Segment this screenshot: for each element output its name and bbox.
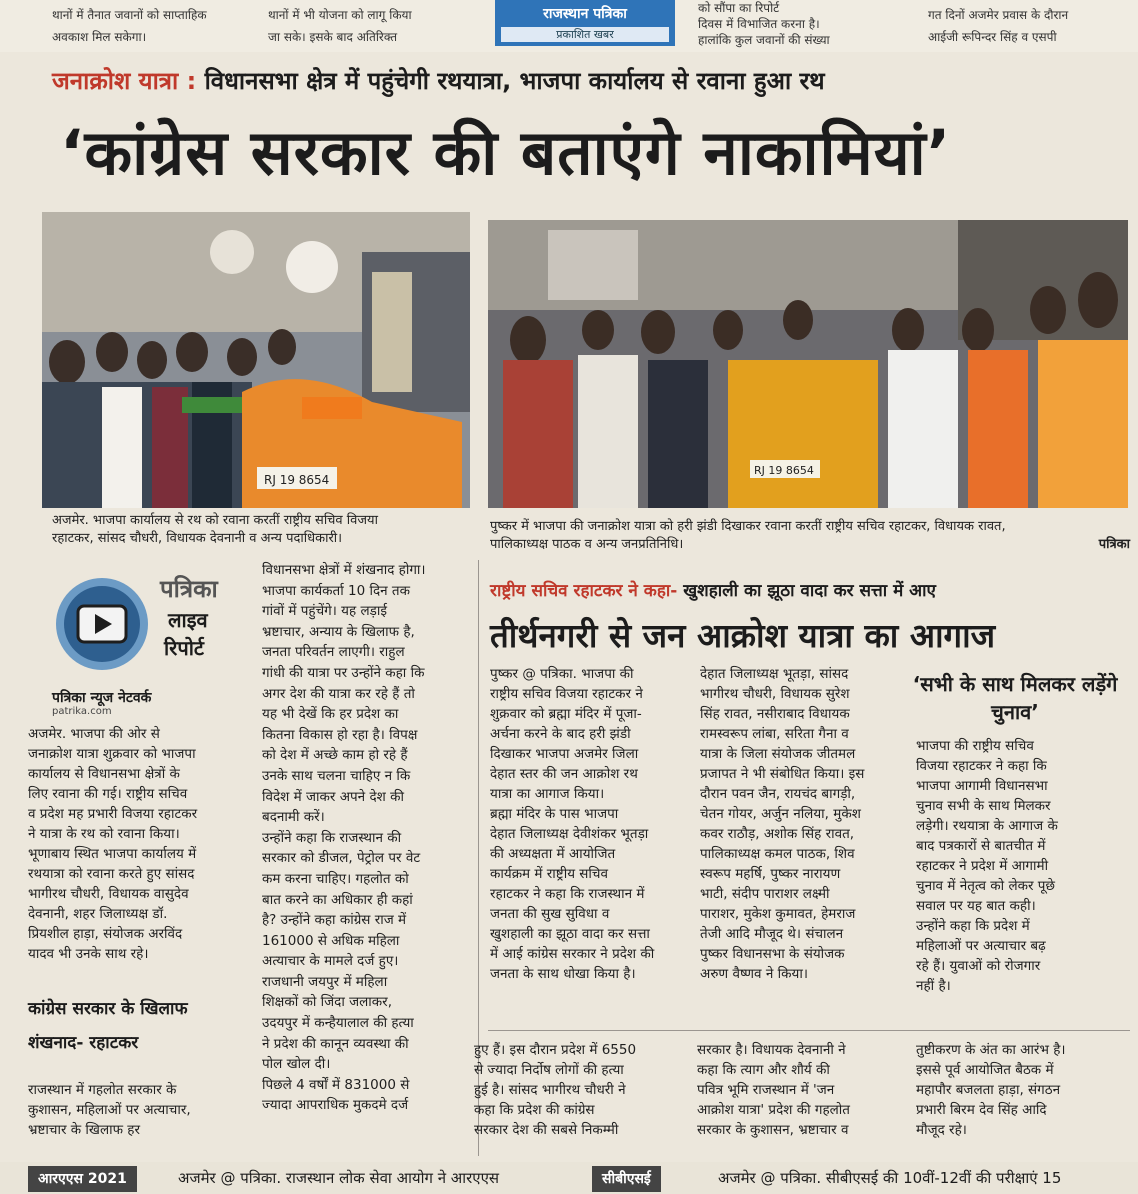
text-line: राजस्थान में गहलोत सरकार के [28, 1082, 177, 1098]
top-line: को सौंपा का रिपोर्ट [698, 1, 780, 15]
text-line: पुष्कर विधानसभा के संयोजक [700, 946, 845, 962]
text-line: अगर देश की यात्रा कर रहे हैं तो [262, 685, 415, 702]
photo-2-plate: RJ 19 8654 [754, 464, 814, 477]
text-line: यात्रा के जिला संयोजक जीतमल [700, 746, 856, 762]
text-line: विजया रहाटकर ने कहा कि [916, 758, 1047, 774]
text-line: महिलाओं पर अत्याचार बढ़ [916, 938, 1046, 954]
top-line: गत दिनों अजमेर प्रवास के दौरान [928, 8, 1069, 22]
text-line: भ्रष्टाचार, अन्याय के खिलाफ है, [262, 623, 415, 640]
text-line: से ज्यादा निर्दोष लोगों की हत्या [474, 1062, 624, 1078]
text-line: ब्रह्मा मंदिर के पास भाजपा [490, 806, 619, 822]
top-column-4 [698, 0, 913, 48]
text-line: इससे पूर्व आयोजित बैठक में [916, 1062, 1054, 1078]
text-line: है? उन्होंने कहा कांग्रेस राज में [262, 912, 407, 929]
text-line: बात करने का अधिकार ही कहां [262, 891, 413, 908]
text-line: चुनाव सभी के साथ मिलकर [916, 798, 1051, 814]
byline-name: पत्रिका न्यूज नेटवर्क [52, 690, 152, 706]
text-line: चुनाव में नेतृत्व को लेकर पूछे [916, 878, 1055, 894]
bottom-text-2: अजमेर @ पत्रिका. सीबीएसई की 10वीं-12वीं की परीक्षाएं 15 [718, 1169, 1062, 1187]
text-line: सवाल पर यह बात कही। [916, 898, 1036, 914]
text-line: जनता परिवर्तन लाएगी। राहुल [262, 644, 405, 661]
patrika-live-report-logo [52, 572, 248, 676]
tag-subtitle: प्रकाशित खबर [501, 27, 669, 42]
caption-line: पालिकाध्यक्ष पाठक व अन्य जनप्रतिनिधि। [490, 537, 684, 552]
text-line: कहा कि प्रदेश की कांग्रेस [474, 1102, 595, 1118]
text-line: राष्ट्रीय सचिव विजया रहाटकर ने [490, 686, 643, 702]
text-line: गांवों में पहुंचेंगे। यह लड़ाई [262, 603, 387, 620]
text-line: देवनानी, शहर जिलाध्यक्ष डॉ. [28, 906, 168, 922]
text-line: शिक्षकों को जिंदा जलाकर, [262, 994, 392, 1011]
story-1-column-2 [262, 560, 466, 1116]
tag-title: राजस्थान पत्रिका [543, 6, 627, 22]
text-line: दिखाकर भाजपा अजमेर जिला [490, 746, 639, 762]
text-line: पुष्कर @ पत्रिका. भाजपा की [490, 666, 634, 682]
bottom-tag-cbse: सीबीएसई [592, 1166, 661, 1192]
bottom-tag-ras: आरएएस 2021 [28, 1166, 137, 1192]
text-line: कितना विकास हो रहा है। विपक्ष [262, 726, 418, 743]
story-2-continuation-2 [697, 1040, 905, 1140]
top-column-2 [268, 4, 478, 48]
photo-ajmer-rally [42, 212, 470, 508]
text-line: पालिकाध्यक्ष कमल पाठक, शिव [700, 846, 855, 862]
main-headline: ‘कांग्रेस सरकार की बताएंगे नाकामियां’ [60, 116, 952, 189]
top-column-1 [52, 4, 247, 48]
text-line: 161000 से अधिक महिला [262, 932, 400, 949]
logo-line-3: रिपोर्ट [164, 636, 204, 660]
text-line: यादव भी उनके साथ रहे। [28, 946, 149, 962]
top-line: जा सके। इसके बाद अतिरिक्त [268, 30, 398, 44]
text-line: सिंह रावत, नसीराबाद विधायक [700, 706, 850, 722]
top-line: हालांकि कुल जवानों की संख्या [698, 33, 830, 47]
text-line: कहा कि त्याग और शौर्य की [697, 1062, 830, 1078]
text-line: रथयात्रा को रवाना करते हुए सांसद [28, 866, 195, 882]
text-line: जनता की सुख सुविधा व [490, 906, 610, 922]
text-line: विदेश में जाकर अपने देश की [262, 788, 404, 805]
text-line: ने यात्रा के रथ को रवाना किया। [28, 826, 180, 842]
text-line: ज्यादा आपराधिक मुकदमे दर्ज [262, 1097, 409, 1114]
caption-line: पुष्कर में भाजपा की जनाक्रोश यात्रा को हरी झंडी दिखाकर रवाना करतीं राष्ट्रीय सचिव रहाटकर, विधायक रावत, [490, 519, 1006, 534]
text-line: प्रजापत ने भी संबोधित किया। इस [700, 766, 865, 782]
photo-1-plate: RJ 19 8654 [264, 473, 330, 487]
story-2-kicker-text: खुशहाली का झूठा वादा कर सत्ता में आए [677, 581, 936, 601]
photo-2-caption [490, 518, 1130, 554]
text-line: कार्यक्रम में राष्ट्रीय सचिव [490, 866, 609, 882]
text-line: स्वरूप महर्षि, पुष्कर नारायण [700, 866, 841, 882]
story-2-headline: तीर्थनगरी से जन आक्रोश यात्रा का आगाज [490, 616, 996, 655]
text-line: उन्होंने कहा कि प्रदेश में [916, 918, 1030, 934]
text-line: गांधी की यात्रा पर उन्होंने कहा कि [262, 664, 425, 681]
text-line: देहात जिलाध्यक्ष भूतड़ा, सांसद [700, 666, 849, 682]
photo-credit: पत्रिका [1098, 537, 1130, 552]
story-1-subhead-1: कांग्रेस सरकार के खिलाफ [28, 999, 188, 1019]
text-line: कम करना चाहिए। गहलोत को [262, 870, 409, 887]
logo-line-2: लाइव [168, 608, 208, 632]
story-2-column-1 [490, 664, 686, 984]
text-line: मौजूद रहे। [916, 1122, 967, 1138]
text-line: उनके साथ चलना चाहिए न कि [262, 767, 411, 784]
text-line: कार्यालय से विधानसभा क्षेत्रों के [28, 766, 180, 782]
text-line: अजमेर. भाजपा की ओर से [28, 726, 160, 742]
caption-line-row [490, 536, 1130, 554]
text-line: लिए रवाना की गई। राष्ट्रीय सचिव [28, 786, 188, 802]
text-line: रामस्वरूप लांबा, सरिता गैना व [700, 726, 849, 742]
side-headline: ‘सभी के साथ मिलकर लड़ेंगे चुनाव’ [912, 672, 1118, 724]
text-line: रहे हैं। युवाओं को रोजगार [916, 958, 1041, 974]
top-line: आईजी रूपिन्दर सिंह व एसपी [928, 30, 1057, 44]
text-line: भाजपा आगामी विधानसभा [916, 778, 1048, 794]
byline-site: patrika.com [52, 706, 112, 717]
text-line: पोल खोल दी। [262, 1056, 331, 1073]
text-line: भूणाबाय स्थित भाजपा कार्यालय में [28, 846, 197, 862]
text-line: भाजपा कार्यकर्ता 10 दिन तक [262, 582, 410, 599]
text-line: पिछले 4 वर्षों में 831000 से [262, 1076, 410, 1093]
text-line: दौरान पवन जैन, रायचंद बागड़ी, [700, 786, 856, 802]
text-line: अरुण वैष्णव ने किया। [700, 966, 808, 982]
kicker [52, 64, 1132, 97]
text-line: हुए हैं। इस दौरान प्रदेश में 6550 [474, 1042, 637, 1058]
text-line: भागीरथ चौधरी, विधायक वासुदेव [28, 886, 189, 902]
text-line: पवित्र भूमि राजस्थान में 'जन [697, 1082, 835, 1098]
text-line: भागीरथ चौधरी, विधायक सुरेश [700, 686, 850, 702]
text-line: भाटी, संदीप पाराशर लक्ष्मी [700, 886, 830, 902]
photo-1-image [42, 212, 470, 508]
text-line: पाराशर, मुकेश कुमावत, हेमराज [700, 906, 856, 922]
story-2-continuation-1 [474, 1040, 684, 1140]
story-2-column-3 [916, 736, 1122, 996]
caption-line: अजमेर. भाजपा कार्यालय से रथ को रवाना करतीं राष्ट्रीय सचिव विजया [52, 513, 378, 528]
text-line: भ्रष्टाचार के खिलाफ हर [28, 1122, 140, 1138]
caption-line: रहाटकर, सांसद चौधरी, विधायक देवनानी व अन्य पदाधिकारी। [52, 531, 343, 546]
text-line: आक्रोश यात्रा' प्रदेश की गहलोत [697, 1102, 851, 1118]
text-line: सरकार देश की सबसे निकम्मी [474, 1122, 619, 1138]
bottom-text-1: अजमेर @ पत्रिका. राजस्थान लोक सेवा आयोग ने आरएएस [178, 1169, 499, 1187]
photo-pushkar-rally [488, 220, 1128, 508]
text-line: लड़ेगी। रथयात्रा के आगाज के [916, 818, 1058, 834]
text-line: खुशहाली का झूठा वादा कर सत्ता [490, 926, 650, 942]
text-line: यह भी देखें कि हर प्रदेश का [262, 706, 399, 723]
text-line: अत्याचार के मामले दर्ज हुए। [262, 953, 399, 970]
text-line: सरकार के कुशासन, भ्रष्टाचार व [697, 1122, 849, 1138]
text-line: तुष्टीकरण के अंत का आरंभ है। [916, 1042, 1066, 1058]
story-2-kicker [490, 578, 1130, 601]
text-line: उदयपुर में कन्हैयालाल की हत्या [262, 1015, 414, 1032]
text-line: जनता के साथ धोखा किया है। [490, 966, 636, 982]
photo-2-image [488, 220, 1128, 508]
text-line: कुशासन, महिलाओं पर अत्याचार, [28, 1102, 191, 1118]
top-column-5 [928, 4, 1133, 48]
story-1-subhead-2: शंखनाद- रहाटकर [28, 1033, 139, 1053]
top-line: थानों में भी योजना को लागू किया [268, 8, 412, 22]
story-2-kicker-label: राष्ट्रीय सचिव रहाटकर ने कहा- [490, 581, 678, 601]
text-line: व प्रदेश मह प्रभारी विजया रहाटकर [28, 806, 198, 822]
photo-1-caption [52, 512, 472, 548]
story-2-continuation-3 [916, 1040, 1126, 1140]
play-icon [52, 572, 248, 676]
text-line: कवर राठौड़, अशोक सिंह रावत, [700, 826, 855, 842]
text-line: यात्रा का आगाज किया। [490, 786, 605, 802]
text-line: उन्होंने कहा कि राजस्थान की [262, 829, 402, 846]
text-line: बदनामी करें। [262, 809, 325, 826]
text-line: को देश में अच्छे काम हो रहे हैं [262, 747, 408, 764]
logo-brand: पत्रिका [160, 575, 218, 603]
text-line: ने प्रदेश की कानून व्यवस्था की [262, 1035, 409, 1052]
story-2-column-2 [700, 664, 896, 984]
text-line: प्रियशील हाड़ा, संयोजक अरविंद [28, 926, 183, 942]
text-line: देहात जिलाध्यक्ष देवीशंकर भूतड़ा [490, 826, 649, 842]
top-line: अवकाश मिल सकेगा। [52, 30, 147, 44]
story-1-column-1b [28, 1080, 250, 1140]
text-line: प्रभारी बिरम देव सिंह आदि [916, 1102, 1047, 1118]
top-line: थानों में तैनात जवानों को साप्ताहिक [52, 8, 207, 22]
text-line: रहाटकर ने कहा कि राजस्थान में [490, 886, 645, 902]
patrika-published-tag [495, 0, 675, 46]
text-line: भाजपा की राष्ट्रीय सचिव [916, 738, 1034, 754]
text-line: तेजी आदि मौजूद थे। संचालन [700, 926, 844, 942]
continuation-divider [488, 1030, 1130, 1031]
text-line: देहात स्तर की जन आक्रोश रथ [490, 766, 638, 782]
text-line: विधानसभा क्षेत्रों में शंखनाद होगा। [262, 562, 426, 578]
text-line: में आई कांग्रेस सरकार ने प्रदेश की [490, 946, 655, 962]
top-line: दिवस में विभाजित करना है। [698, 17, 820, 31]
text-line: नहीं है। [916, 978, 951, 994]
text-line: जनाक्रोश यात्रा शुक्रवार को भाजपा [28, 746, 196, 762]
kicker-text: विधानसभा क्षेत्र में पहुंचेगी रथयात्रा, भाजपा कार्यालय से रवाना हुआ रथ [196, 67, 825, 95]
text-line: सरकार को डीजल, पेट्रोल पर वेट [262, 850, 421, 867]
story-1-column-1 [28, 724, 250, 964]
text-line: चेतन गोयर, अर्जुन नलिया, मुकेश [700, 806, 861, 822]
text-line: की अध्यक्षता में आयोजित [490, 846, 616, 862]
text-line: हुई है। सांसद भागीरथ चौधरी ने [474, 1082, 626, 1098]
text-line: सरकार है। विधायक देवनानी ने [697, 1042, 846, 1058]
text-line: शुक्रवार को ब्रह्मा मंदिर में पूजा- [490, 706, 642, 722]
text-line: बाद पत्रकारों से बातचीत में [916, 838, 1046, 854]
text-line: अर्चना करने के बाद हरी झंडी [490, 726, 631, 742]
text-line: रहाटकर ने प्रदेश में आगामी [916, 858, 1049, 874]
text-line: राजधानी जयपुर में महिला [262, 973, 388, 990]
text-line: महापौर बजलता हाड़ा, संगठन [916, 1082, 1061, 1098]
kicker-label: जनाक्रोश यात्रा : [52, 67, 197, 95]
